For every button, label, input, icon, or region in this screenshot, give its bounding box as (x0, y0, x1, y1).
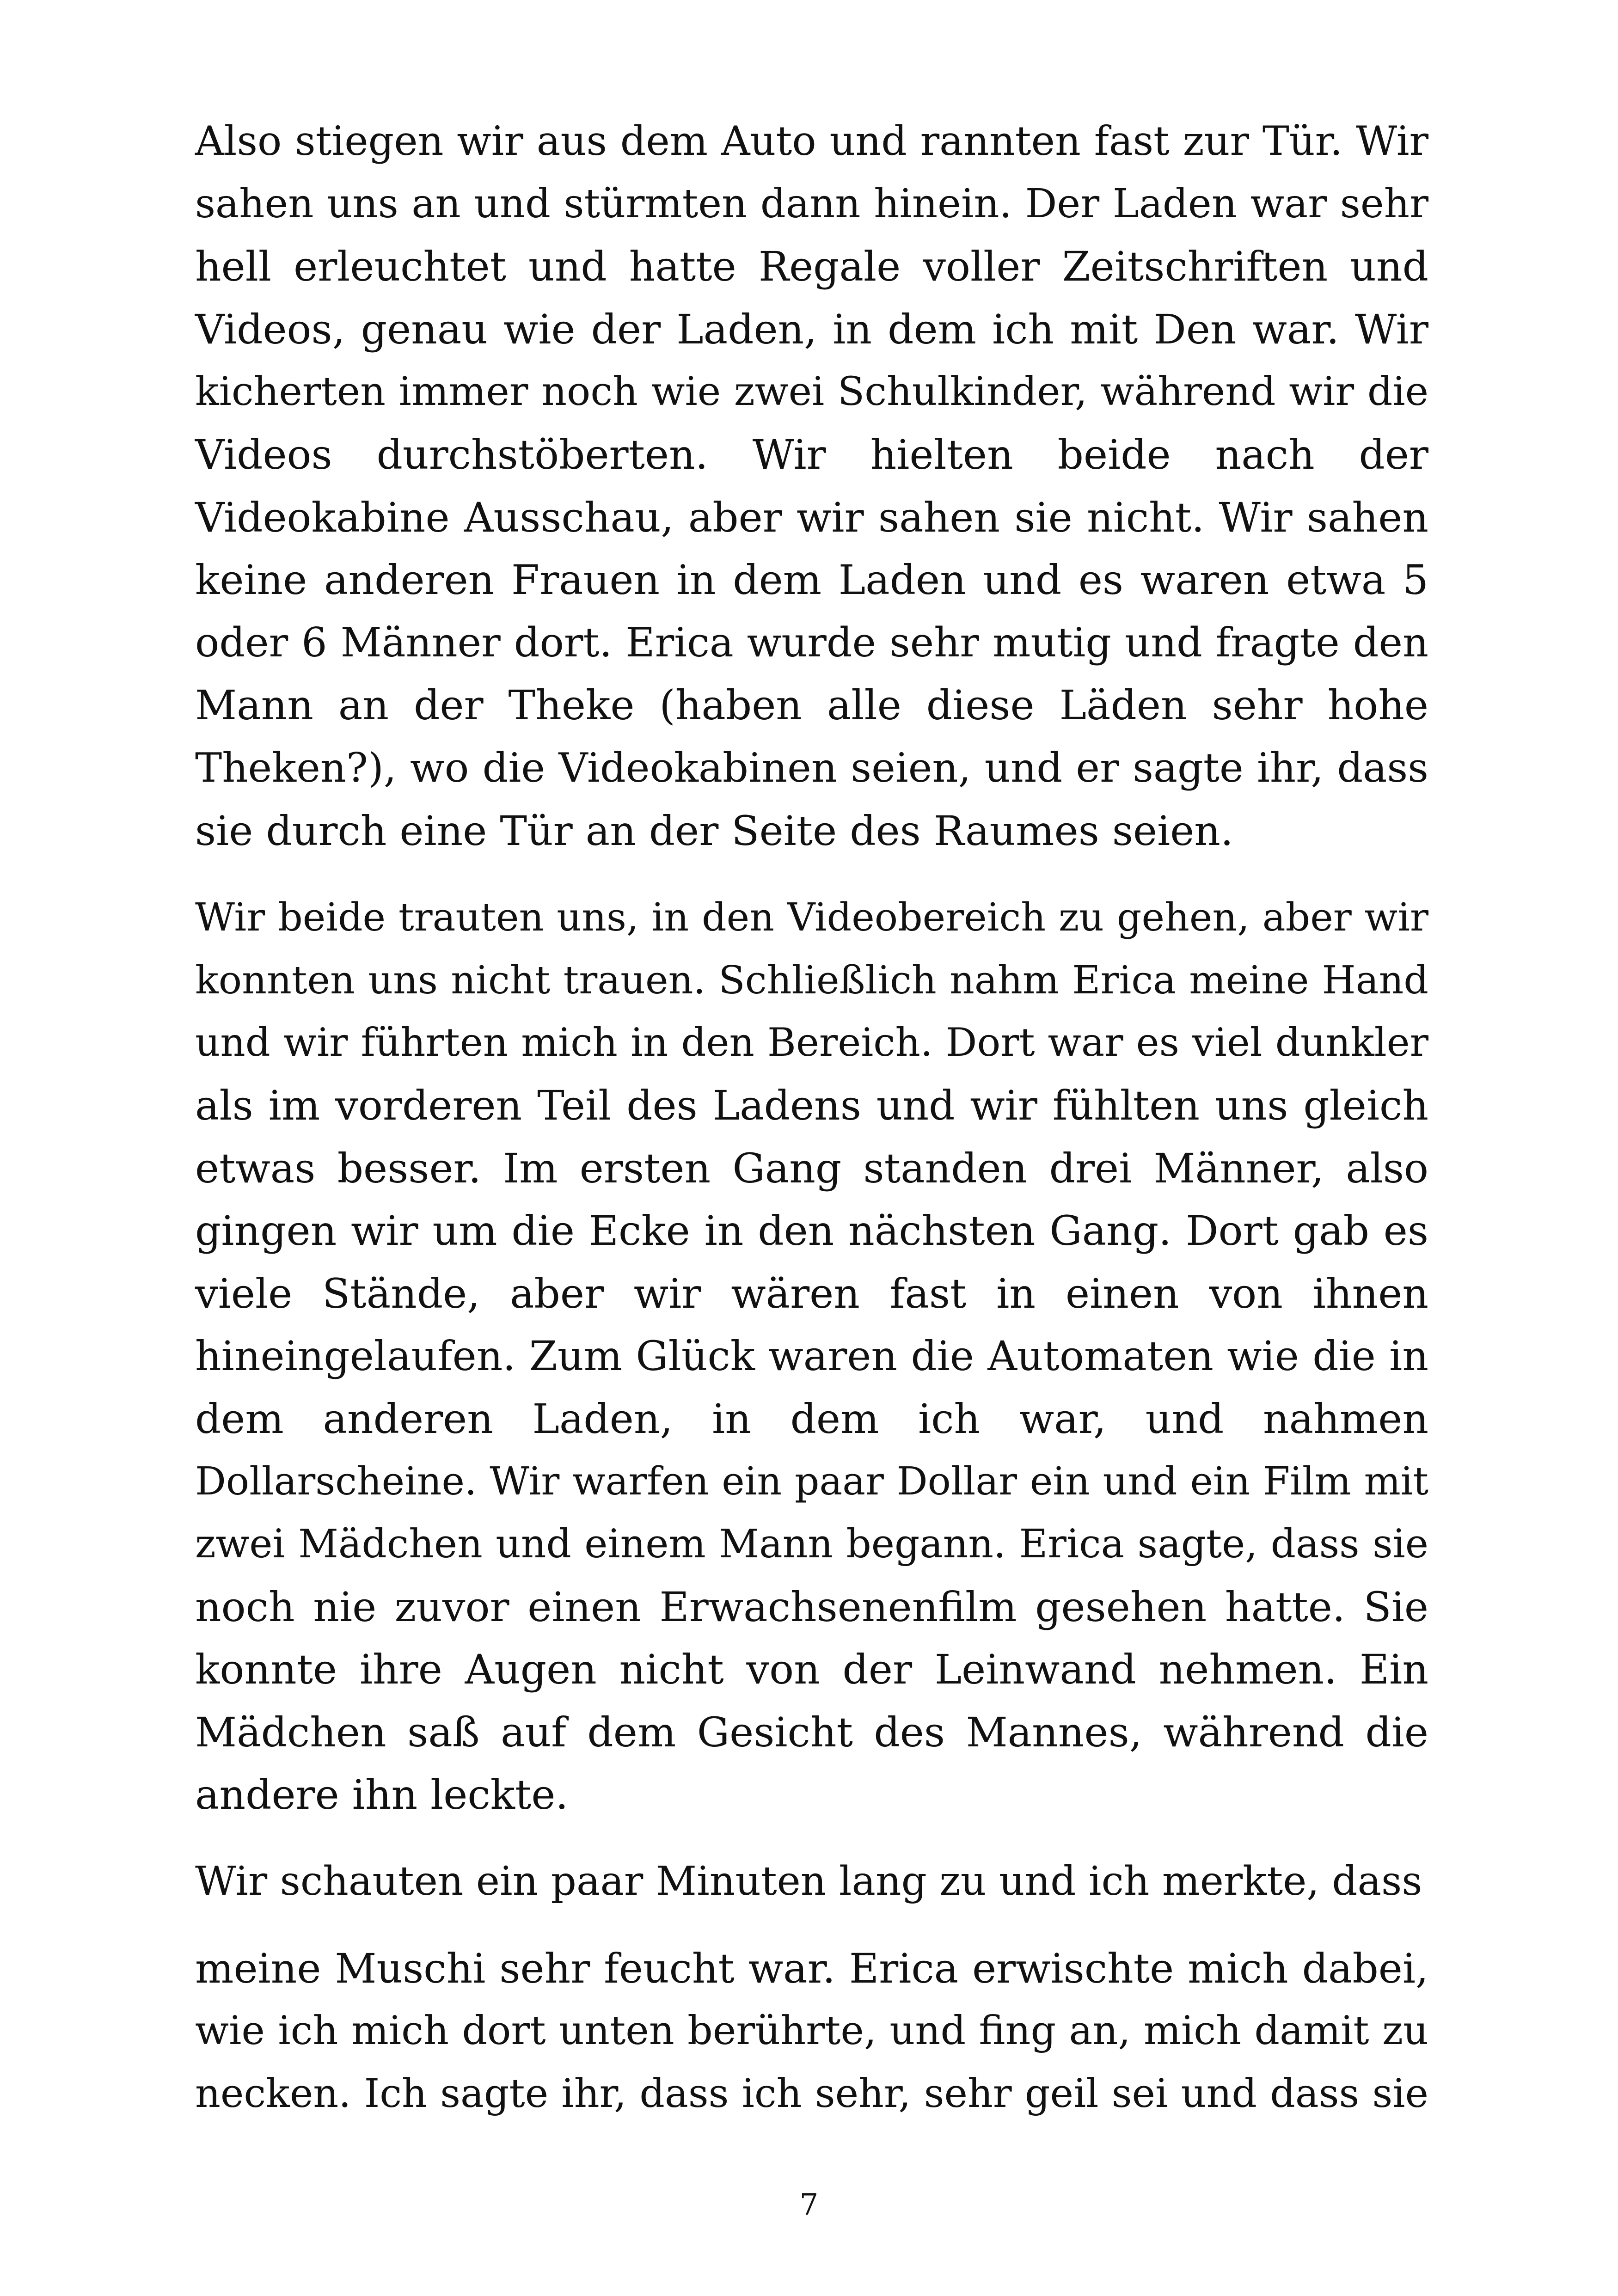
text-line: wie ich mich dort unten berührte, und fing an, mich damit zu (195, 2008, 1428, 2054)
text-line: hineingelaufen. Zum Glück waren die Automaten wie die in (195, 1332, 1428, 1380)
text-line: meine Muschi sehr feucht war. Erica erwischte mich dabei, (195, 1944, 1428, 1992)
text-line: als im vorderen Teil des Ladens und wir fühlten uns gleich (195, 1081, 1428, 1129)
text-line: Wir beide trauten uns, in den Videobereich zu gehen, aber wir (195, 894, 1428, 940)
text-line: zwei Mädchen und einem Mann begann. Erica sagte, dass sie (195, 1521, 1428, 1567)
text-line: Wir schauten ein paar Minuten lang zu und ich merkte, dass (195, 1858, 1422, 1905)
paragraph-1 (195, 110, 1428, 862)
text-line: gingen wir um die Ecke in den nächsten Gang. Dort gab es (195, 1207, 1428, 1255)
text-line: Videokabine Ausschau, aber wir sahen sie nicht. Wir sahen (195, 493, 1428, 541)
text-line: Dollarscheine. Wir warfen ein paar Dollar ein und ein Film mit (195, 1459, 1428, 1504)
text-line: konnten uns nicht trauen. Schließlich nahm Erica meine Hand (195, 957, 1428, 1003)
text-line: Videos durchstöberten. Wir hielten beide nach der (195, 430, 1428, 478)
text-line: Videos, genau wie der Laden, in dem ich mit Den war. Wir (195, 305, 1428, 353)
text-line: noch nie zuvor einen Erwachsenenfilm gesehen hatte. Sie (195, 1583, 1428, 1631)
body-text (195, 110, 1428, 2125)
text-line: Theken?), wo die Videokabinen seien, und er sagte ihr, dass (195, 744, 1428, 791)
text-line: konnte ihre Augen nicht von der Leinwand nehmen. Ein (195, 1646, 1428, 1694)
text-line: hell erleuchtet und hatte Regale voller Zeitschriften und (195, 243, 1428, 291)
text-line: etwas besser. Im ersten Gang standen drei Männer, also (195, 1144, 1428, 1192)
text-line: necken. Ich sagte ihr, dass ich sehr, sehr geil sei und dass sie (195, 2070, 1428, 2117)
text-line: oder 6 Männer dort. Erica wurde sehr mutig und fragte den (195, 618, 1428, 666)
text-line: dem anderen Laden, in dem ich war, und nahmen (195, 1395, 1428, 1443)
text-line: keine anderen Frauen in dem Laden und es waren etwa 5 (195, 556, 1428, 604)
text-line: sie durch eine Tür an der Seite des Raumes seien. (195, 807, 1233, 855)
text-line: Mann an der Theke (haben alle diese Läden sehr hohe (195, 681, 1428, 729)
page-number: 7 (799, 2188, 819, 2222)
text-line: kicherten immer noch wie zwei Schulkinder, während wir die (195, 369, 1428, 415)
paragraph-4 (195, 1937, 1428, 2125)
paragraph-2 (195, 886, 1428, 1826)
text-line: Also stiegen wir aus dem Auto und rannten fast zur Tür. Wir (195, 118, 1428, 165)
paragraph-3 (195, 1850, 1428, 1913)
text-line: und wir führten mich in den Bereich. Dort war es viel dunkler (195, 1020, 1428, 1065)
text-line: viele Stände, aber wir wären fast in einen von ihnen (195, 1269, 1428, 1317)
text-line: Mädchen saß auf dem Gesicht des Mannes, während die (195, 1708, 1428, 1756)
text-line: sahen uns an und stürmten dann hinein. Der Laden war sehr (195, 180, 1428, 227)
text-line: andere ihn leckte. (195, 1771, 569, 1819)
